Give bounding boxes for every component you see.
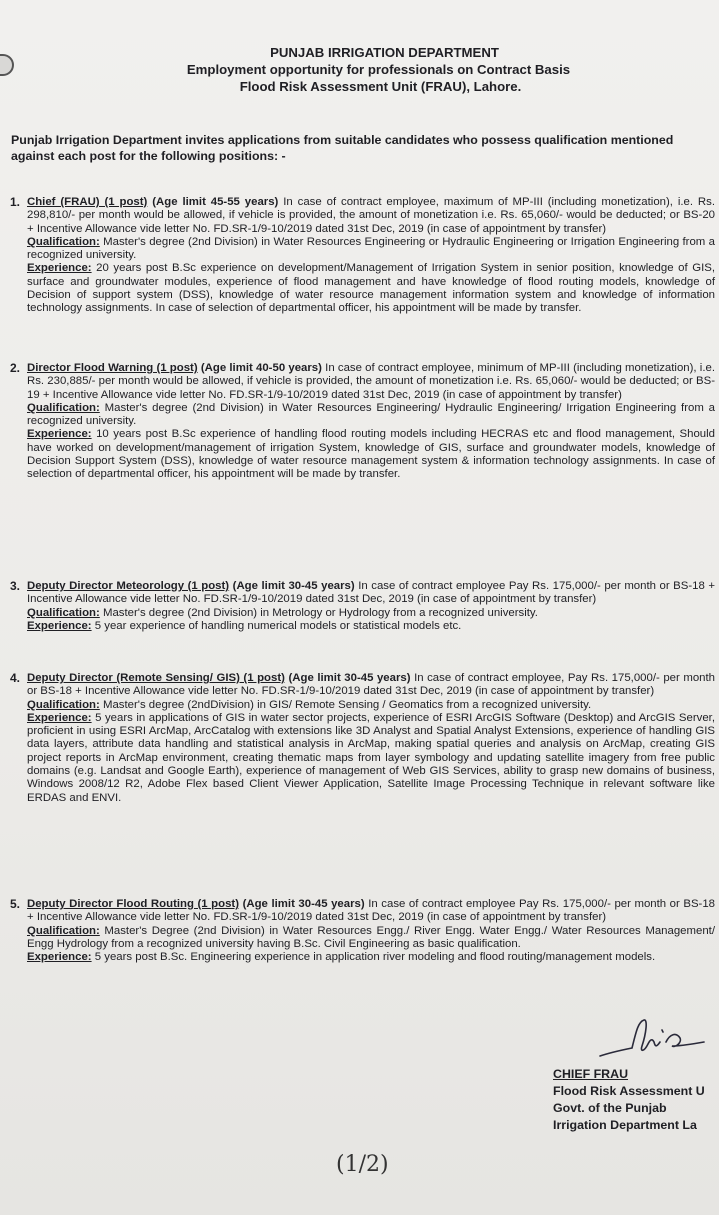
post-title: Director Flood Warning (1 post) <box>27 362 198 374</box>
post-terms: In case of contract employee Pay Rs. 175,000/- per month or BS-18 + Incentive Allowance vide letter No. FD.SR-1/9-10/2019 dated 31st Dec, 2019 (in case of appointment by transfer) <box>27 580 716 606</box>
post-item <box>10 362 715 482</box>
experience-text: 10 years post B.Sc experience of handling flood routing models including HECRAS etc and flood management, Should have worked on development/management of irrigation System, knowledge of GIS, surface and groundwater models, knowledge of Decision Support System (DSS), knowledge of water resource management system & information technology assignments. In case of selection of departmental officer, his appointment will be made by transfer. <box>27 428 715 481</box>
qualification-label: Qualification: <box>27 235 100 248</box>
unit-title: Flood Risk Assessment Unit (FRAU), Lahore. <box>239 79 522 94</box>
post-terms: In case of contract employee, maximum of MP-III (including monetization), i.e. Rs. 298,810/- per month would be allowed, if vehicle is provided, the amount of monetization i.e. Rs. 65,060/- would be deducted; or BS-20 + Incentive Allowance vide letter No. FD.SR-1/9-10/2019 dated 31st Dec, 2019 (in case of appointment by transfer) <box>27 196 716 235</box>
post-age-limit: (Age limit 30-45 years) <box>232 580 355 592</box>
post-number: 5. <box>10 897 21 911</box>
qualification-text: Master's degree (2nd Division) in Water Resources Engineering or Hydraulic Engineering or Irrigation Engineering from a recognized university. <box>27 235 715 262</box>
post-number: 3. <box>10 579 21 593</box>
qualification-label: Qualification: <box>27 924 100 937</box>
experience-text: 5 years post B.Sc. Engineering experience in application river modeling and flood routing/management models. <box>94 951 656 964</box>
opportunity-title: Employment opportunity for professionals on Contract Basis <box>186 62 571 77</box>
signature-block <box>553 1066 719 1134</box>
post-terms: In case of contract employee, minimum of MP-III (including monetization), i.e. Rs. 230,885/- per month would be allowed, if vehicle is provided, the amount of monetization i.e. Rs. 65,060/- would be deducted; or BS-19 + Incentive Allowance vide letter No. FD.SR-1/9-10/2019 dated 31st Dec, 2019 (in case of appointment by transfer) <box>27 362 715 401</box>
post-title: Deputy Director (Remote Sensing/ GIS) (1 post) <box>27 672 285 684</box>
document-header <box>0 44 719 95</box>
post-terms: In case of contract employee Pay Rs. 175,000/- per month or BS-18 + Incentive Allowance vide letter No. FD.SR-1/9-10/2019 dated 31st Dec, 2019 (in case of appointment by transfer) <box>27 898 716 924</box>
qualification-label: Qualification: <box>27 698 100 711</box>
post-number: 1. <box>10 195 21 209</box>
post-title: Deputy Director Meteorology (1 post) <box>27 580 230 592</box>
post-item <box>10 580 715 633</box>
qualification-text: Master's degree (2nd Division) in Water Resources Engineering/ Hydraulic Engineering/ Irrigation Engineering from a recognized university. <box>27 401 715 428</box>
page-number: (1/2) <box>336 1152 389 1177</box>
signatory-title: CHIEF FRAU <box>553 1067 629 1081</box>
intro-paragraph: Punjab Irrigation Department invites applications from suitable candidates who possess qualification mentioned against each post for the following positions: - <box>11 133 674 163</box>
department-title: PUNJAB IRRIGATION DEPARTMENT <box>270 45 499 60</box>
post-number: 4. <box>10 671 21 685</box>
experience-label: Experience: <box>27 711 92 724</box>
post-item <box>10 898 715 964</box>
signatory-govt: Govt. of the Punjab <box>553 1101 667 1115</box>
experience-label: Experience: <box>27 262 92 275</box>
experience-text: 20 years post B.Sc experience on development/Management of Irrigation System in senior position, knowledge of GIS, surface and groundwater modules, experience of flood management and have knowledge of flood routing models, knowledge of Decision of support system (DSS), knowledge of water resource management information system and knowledge of information technology assignments. In case of selection of departmental officer, his appointment will be made by transfer. <box>27 262 715 315</box>
post-title: Deputy Director Flood Routing (1 post) <box>27 898 240 910</box>
post-item <box>10 196 715 316</box>
experience-text: 5 year experience of handling numerical models or statistical models etc. <box>94 619 462 632</box>
experience-label: Experience: <box>27 428 92 441</box>
signatory-department: Irrigation Department La <box>553 1118 697 1132</box>
signatory-unit: Flood Risk Assessment U <box>553 1084 705 1098</box>
post-age-limit: (Age limit 40-50 years) <box>200 362 322 374</box>
post-age-limit: (Age limit 45-55 years) <box>152 196 279 208</box>
qualification-text: Master's degree (2ndDivision) in GIS/ Remote Sensing / Geomatics from a recognized university. <box>102 698 592 711</box>
qualification-label: Qualification: <box>27 606 100 619</box>
qualification-text: Master's Degree (2nd Division) in Water Resources Engg./ River Engg. Water Engg./ Water Resources Management/ Engg Hydrology from a recognized university having B.Sc. Civil Engineering as basic qualification. <box>27 924 715 950</box>
post-age-limit: (Age limit 30-45 years) <box>288 672 411 684</box>
post-terms: In case of contract employee, Pay Rs. 175,000/- per month or BS-18 + Incentive Allowance vide letter No. FD.SR-1/9-10/2019 dated 31st Dec, 2019 (in case of appointment by transfer) <box>27 672 715 698</box>
experience-text: 5 years in applications of GIS in water sector projects, experience of ESRI ArcGIS Software (Desktop) and ArcGIS Server, proficient in using ESRI ArcMap, ArcCatalog with extensions like 3D Analyst and Spatial Analyst Extensions, experience of handling GIS data layers, attribute data handling and statistical analysis in ArcMap, making spatial queries and analysis on ArcMap, creating GIS project reports in ArcMap environment, creating thematic maps from layer symbology and updating satellite imagery from free public domains (e.g. Landsat and Google Earth), experience of management of Web GIS Services, ability to grasp new domains of business, Windows 2008/12 R2, Adobe Flex based Client Viewer Application, Satellite Image Processing Technique in relevant software like ERDAS and ENVI. <box>27 711 715 804</box>
post-number: 2. <box>10 361 21 375</box>
experience-label: Experience: <box>27 951 92 964</box>
qualification-text: Master's degree (2nd Division) in Metrology or Hydrology from a recognized university. <box>102 606 538 619</box>
post-item <box>10 672 715 805</box>
qualification-label: Qualification: <box>27 401 100 414</box>
handwritten-signature <box>592 1012 719 1062</box>
experience-label: Experience: <box>27 619 92 632</box>
post-age-limit: (Age limit 30-45 years) <box>242 898 365 910</box>
post-title: Chief (FRAU) (1 post) <box>27 196 148 208</box>
